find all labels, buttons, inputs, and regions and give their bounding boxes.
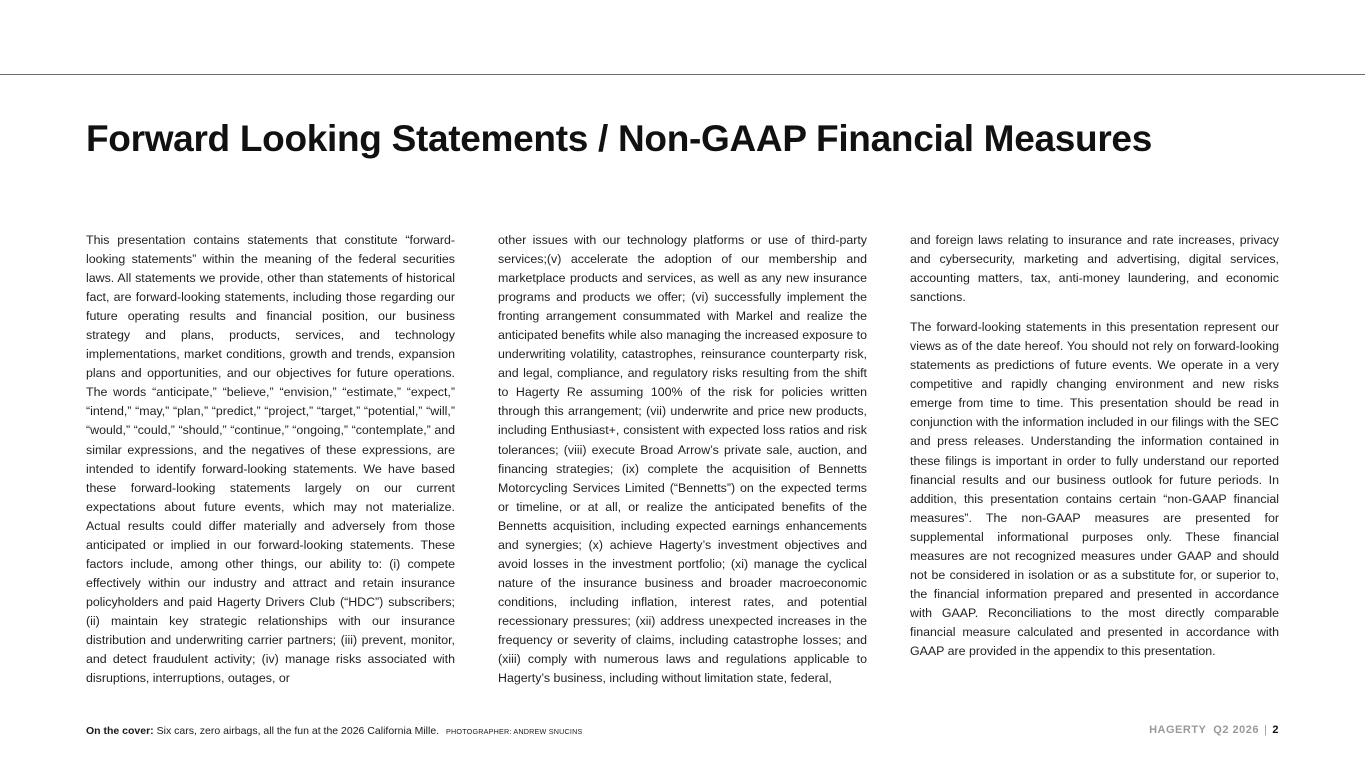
text-column-2 xyxy=(498,231,867,688)
footer-separator: | xyxy=(1264,724,1268,736)
page-footer xyxy=(1149,724,1279,736)
text-column-1 xyxy=(86,231,455,688)
header-divider xyxy=(0,74,1365,75)
text-column-3 xyxy=(910,231,1279,661)
brand-quarter-label: HAGERTY Q2 2026 xyxy=(1149,724,1260,736)
paragraph: and foreign laws relating to insurance and rate increases, privacy and cybersecurity, marketing and advertising, digital services, accounting matters, tax, anti-money laundering, and economic sanctions. xyxy=(910,233,1279,305)
cover-caption xyxy=(86,725,582,737)
paragraph: This presentation contains statements that constitute “forward-looking statements” within the meaning of the federal securities laws. All statements we provide, other than statements of historical fact, are forward-looking statements, including those regarding our future operating results and financial position, our business strategy and plans, products, services, and technology implementations, market conditions, growth and trends, expansion plans and opportunities, and our objectives for future operations. The words “anticipate,” “believe,” “envision,” “estimate,” “expect,” “intend,” “may,” “plan,” “predict,” “project,” “target,” “potential,” “will,” “would,” “could,” “should,” “continue,” “ongoing,” “contemplate,” and similar expressions, and the negatives of these expressions, are intended to identify forward-looking statements. We have based these forward-looking statements largely on our current expectations about future events, which may not materialize. Actual results could differ materially and adversely from those anticipated or implied in our forward-looking statements. These factors include, among other things, our ability to: (i) compete effectively within our industry and attract and retain insurance policyholders and paid Hagerty Drivers Club (“HDC”) subscribers; (ii) maintain key strategic relationships with our insurance distribution and underwriting carrier partners; (iii) prevent, monitor, and detect fraudulent activity; (iv) manage risks associated with disruptions, interruptions, outages, or xyxy=(86,233,455,686)
cover-caption-text: Six cars, zero airbags, all the fun at the 2026 California Mille. xyxy=(156,725,440,737)
photo-credit: PHOTOGRAPHER: ANDREW SNUCINS xyxy=(446,727,583,736)
page-title: Forward Looking Statements / Non-GAAP Financial Measures xyxy=(86,118,1152,159)
cover-caption-label: On the cover: xyxy=(86,725,154,737)
paragraph: other issues with our technology platforms or use of third-party services;(v) accelerate the adoption of our membership and marketplace products and services, as well as any new insurance programs and products we offer; (vi) successfully implement the fronting arrangement consummated with Markel and realize the anticipated benefits while also managing the increased exposure to underwriting volatility, catastrophes, reinsurance counterparty risk, and legal, compliance, and regulatory risks resulting from the shift to Hagerty Re assuming 100% of the risk for policies written through this arrangement; (vii) underwrite and price new products, including Enthusiast+, consistent with expected loss ratios and risk tolerances; (viii) execute Broad Arrow’s private sale, auction, and financing strategies; (ix) complete the acquisition of Bennetts Motorcycling Services Limited (“Bennetts”) on the expected terms or timeline, or at all, or realize the anticipated benefits of the Bennetts acquisition, including expected earnings enhancements and synergies; (x) achieve Hagerty’s investment objectives and avoid losses in the investment portfolio; (xi) manage the cyclical nature of the insurance business and broader macroeconomic conditions, including inflation, interest rates, and potential recessionary pressures; (xii) address unexpected increases in the frequency or severity of claims, including catastrophe losses; and (xiii) comply with numerous laws and regulations applicable to Hagerty’s business, including without limitation state, federal, xyxy=(498,233,867,686)
page-number: 2 xyxy=(1272,724,1279,736)
paragraph: The forward-looking statements in this presentation represent our views as of the date hereof. You should not rely on forward-looking statements as predictions of future events. We operate in a very competitive and rapidly changing environment and new risks emerge from time to time. This presentation should be read in conjunction with the information included in our filings with the SEC and press releases. Understanding the information contained in these filings is important in order to fully understand our reported financial results and our business outlook for future periods. In addition, this presentation contains certain “non-GAAP financial measures”. The non-GAAP measures are presented for supplemental informational purposes only. These financial measures are not recognized measures under GAAP and should not be considered in isolation or as a substitute for, or superior to, the financial information prepared and presented in accordance with GAAP. Reconciliations to the most directly comparable financial measure calculated and presented in accordance with GAAP are provided in the appendix to this presentation. xyxy=(910,320,1279,658)
